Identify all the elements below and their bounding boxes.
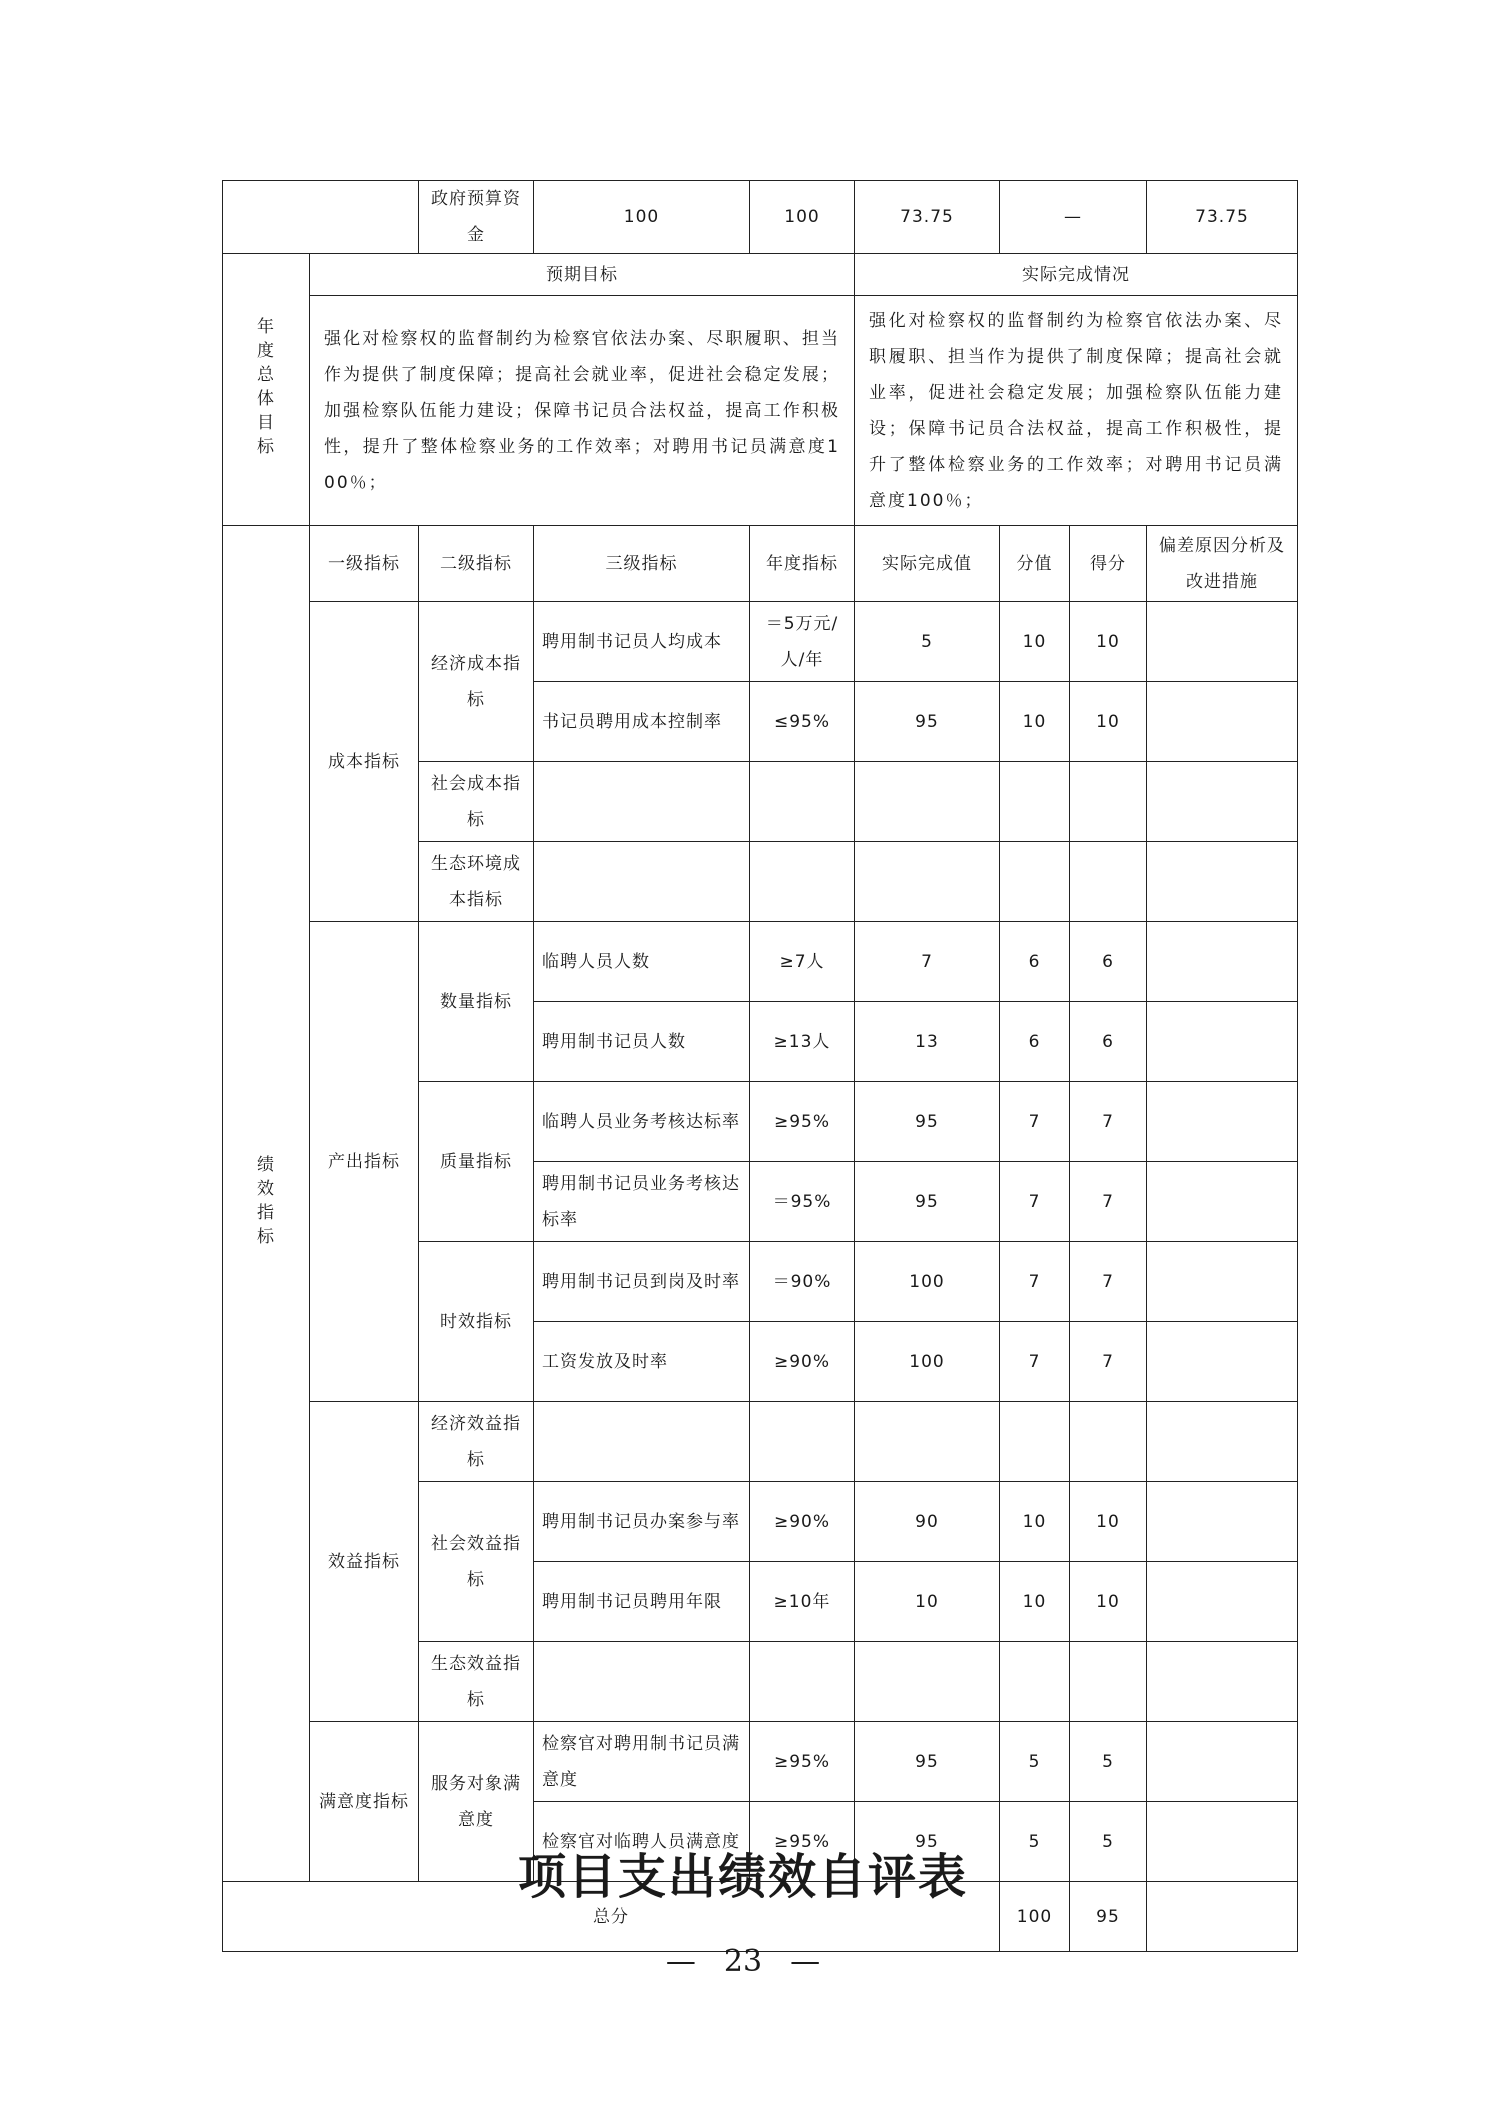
level3-indicator — [534, 1402, 750, 1482]
level3-indicator — [534, 762, 750, 842]
annual-target: ≤95% — [750, 682, 855, 762]
budget-value-2: 100 — [750, 181, 855, 254]
level2-indicator: 服务对象满意度 — [419, 1722, 534, 1882]
deviation-analysis — [1147, 922, 1298, 1002]
weight-value: 7 — [1000, 1082, 1070, 1162]
weight-value — [1000, 762, 1070, 842]
deviation-analysis — [1147, 1642, 1298, 1722]
weight-value: 5 — [1000, 1722, 1070, 1802]
page-title: 项目支出绩效自评表 — [517, 1849, 968, 1905]
weight-value: 5 — [1000, 1802, 1070, 1882]
level3-indicator: 聘用制书记员聘用年限 — [534, 1562, 750, 1642]
score-value: 10 — [1070, 602, 1147, 682]
actual-value: 100 — [855, 1242, 1000, 1322]
indicator-row — [223, 602, 1298, 682]
actual-value — [855, 762, 1000, 842]
deviation-analysis — [1147, 1082, 1298, 1162]
weight-value: 7 — [1000, 1162, 1070, 1242]
actual-value: 95 — [855, 1722, 1000, 1802]
annual-target: ≥95% — [750, 1802, 855, 1882]
score-value — [1070, 1642, 1147, 1722]
deviation-analysis — [1147, 1002, 1298, 1082]
total-weight: 100 — [1000, 1882, 1070, 1952]
performance-indicator-label — [223, 526, 310, 1882]
budget-row — [223, 181, 1298, 254]
weight-value: 7 — [1000, 1322, 1070, 1402]
indicator-row — [223, 1402, 1298, 1482]
level1-indicator: 满意度指标 — [310, 1722, 419, 1882]
score-value: 10 — [1070, 1482, 1147, 1562]
indicator-header-row — [223, 526, 1298, 602]
weight-value — [1000, 1402, 1070, 1482]
actual-value — [855, 842, 1000, 922]
actual-status-text: 强化对检察权的监督制约为检察官依法办案、尽职履职、担当作为提供了制度保障；提高社会就业率，促进社会稳定发展；加强检察队伍能力建设；保障书记员合法权益，提高工作积极性，提升了整体检察业务的工作效率；对聘用书记员满意度100％； — [855, 296, 1298, 526]
level3-indicator: 检察官对临聘人员满意度 — [534, 1802, 750, 1882]
actual-value: 95 — [855, 682, 1000, 762]
actual-value: 95 — [855, 1082, 1000, 1162]
deviation-analysis — [1147, 682, 1298, 762]
level1-indicator: 效益指标 — [310, 1402, 419, 1722]
page-number — [0, 1944, 1486, 1979]
budget-blank-cell — [223, 181, 419, 254]
deviation-analysis — [1147, 762, 1298, 842]
score-value — [1070, 842, 1147, 922]
header-deviation-analysis: 偏差原因分析及改进措施 — [1147, 526, 1298, 602]
budget-value-4: — — [1000, 181, 1147, 254]
level3-indicator: 聘用制书记员业务考核达标率 — [534, 1162, 750, 1242]
annual-target: ≥7人 — [750, 922, 855, 1002]
actual-value — [855, 1642, 1000, 1722]
level3-indicator: 聘用制书记员到岗及时率 — [534, 1242, 750, 1322]
performance-indicator-label-text: 绩效指标 — [256, 1154, 275, 1247]
level2-indicator: 时效指标 — [419, 1242, 534, 1402]
score-value: 6 — [1070, 1002, 1147, 1082]
deviation-analysis — [1147, 1242, 1298, 1322]
actual-value: 90 — [855, 1482, 1000, 1562]
deviation-analysis — [1147, 842, 1298, 922]
deviation-analysis — [1147, 1722, 1298, 1802]
header-weight: 分值 — [1000, 526, 1070, 602]
score-value: 10 — [1070, 1562, 1147, 1642]
weight-value: 10 — [1000, 682, 1070, 762]
level3-indicator: 聘用制书记员办案参与率 — [534, 1482, 750, 1562]
level2-indicator: 社会效益指标 — [419, 1482, 534, 1642]
score-value: 5 — [1070, 1802, 1147, 1882]
score-value: 10 — [1070, 682, 1147, 762]
level3-indicator: 书记员聘用成本控制率 — [534, 682, 750, 762]
deviation-analysis — [1147, 1162, 1298, 1242]
actual-value — [855, 1402, 1000, 1482]
level3-indicator: 临聘人员业务考核达标率 — [534, 1082, 750, 1162]
level3-indicator — [534, 1642, 750, 1722]
annual-target — [750, 1402, 855, 1482]
goal-text-row — [223, 296, 1298, 526]
weight-value — [1000, 1642, 1070, 1722]
page-number-dash-left: — — [665, 1944, 696, 1979]
actual-value: 7 — [855, 922, 1000, 1002]
level2-indicator: 生态效益指标 — [419, 1642, 534, 1722]
weight-value — [1000, 842, 1070, 922]
deviation-analysis — [1147, 602, 1298, 682]
level3-indicator: 聘用制书记员人均成本 — [534, 602, 750, 682]
annual-goal-label-text: 年度总体目标 — [256, 316, 275, 457]
level2-indicator: 质量指标 — [419, 1082, 534, 1242]
annual-target: ≥13人 — [750, 1002, 855, 1082]
score-value — [1070, 1402, 1147, 1482]
annual-target: ≥90% — [750, 1322, 855, 1402]
weight-value: 6 — [1000, 1002, 1070, 1082]
actual-status-header: 实际完成情况 — [855, 254, 1298, 296]
annual-target: ＝95% — [750, 1162, 855, 1242]
annual-goal-label — [223, 254, 310, 526]
header-level2: 二级指标 — [419, 526, 534, 602]
level1-indicator: 产出指标 — [310, 922, 419, 1402]
actual-value: 100 — [855, 1322, 1000, 1402]
total-score: 95 — [1070, 1882, 1147, 1952]
page-number-value: 23 — [723, 1944, 763, 1979]
weight-value: 10 — [1000, 602, 1070, 682]
deviation-analysis — [1147, 1562, 1298, 1642]
header-annual-target: 年度指标 — [750, 526, 855, 602]
indicator-row — [223, 1722, 1298, 1802]
header-level3: 三级指标 — [534, 526, 750, 602]
deviation-analysis — [1147, 1402, 1298, 1482]
level2-indicator: 社会成本指标 — [419, 762, 534, 842]
annual-target: ≥10年 — [750, 1562, 855, 1642]
actual-value: 95 — [855, 1162, 1000, 1242]
actual-value: 13 — [855, 1002, 1000, 1082]
annual-target: ≥95% — [750, 1722, 855, 1802]
deviation-analysis — [1147, 1322, 1298, 1402]
annual-target — [750, 842, 855, 922]
weight-value: 7 — [1000, 1242, 1070, 1322]
level1-indicator: 成本指标 — [310, 602, 419, 922]
level3-indicator — [534, 842, 750, 922]
expected-goal-text: 强化对检察权的监督制约为检察官依法办案、尽职履职、担当作为提供了制度保障；提高社会就业率，促进社会稳定发展；加强检察队伍能力建设；保障书记员合法权益，提高工作积极性，提升了整体检察业务的工作效率；对聘用书记员满意度100％； — [310, 296, 855, 526]
score-value: 5 — [1070, 1722, 1147, 1802]
score-value: 7 — [1070, 1162, 1147, 1242]
level2-indicator: 数量指标 — [419, 922, 534, 1082]
page-number-dash-right: — — [790, 1944, 821, 1979]
score-value — [1070, 762, 1147, 842]
actual-value: 5 — [855, 602, 1000, 682]
level2-indicator: 经济成本指标 — [419, 602, 534, 762]
actual-value: 95 — [855, 1802, 1000, 1882]
score-value: 7 — [1070, 1242, 1147, 1322]
actual-value: 10 — [855, 1562, 1000, 1642]
annual-target: ≥90% — [750, 1482, 855, 1562]
weight-value: 6 — [1000, 922, 1070, 1002]
weight-value: 10 — [1000, 1482, 1070, 1562]
expected-goal-header: 预期目标 — [310, 254, 855, 296]
level2-indicator: 经济效益指标 — [419, 1402, 534, 1482]
deviation-analysis — [1147, 1482, 1298, 1562]
score-value: 6 — [1070, 922, 1147, 1002]
header-actual-value: 实际完成值 — [855, 526, 1000, 602]
level2-indicator: 生态环境成本指标 — [419, 842, 534, 922]
header-level1: 一级指标 — [310, 526, 419, 602]
goal-header-row — [223, 254, 1298, 296]
annual-target — [750, 1642, 855, 1722]
annual-target: ≥95% — [750, 1082, 855, 1162]
level3-indicator: 工资发放及时率 — [534, 1322, 750, 1402]
budget-value-1: 100 — [534, 181, 750, 254]
header-score: 得分 — [1070, 526, 1147, 602]
score-value: 7 — [1070, 1082, 1147, 1162]
budget-label: 政府预算资金 — [419, 181, 534, 254]
annual-target: ＝90% — [750, 1242, 855, 1322]
level3-indicator: 检察官对聘用制书记员满意度 — [534, 1722, 750, 1802]
annual-target: ＝5万元/人/年 — [750, 602, 855, 682]
level3-indicator: 临聘人员人数 — [534, 922, 750, 1002]
budget-value-5: 73.75 — [1147, 181, 1298, 254]
total-label: 总分 — [223, 1882, 1000, 1952]
budget-value-3: 73.75 — [855, 181, 1000, 254]
indicator-row — [223, 922, 1298, 1002]
weight-value: 10 — [1000, 1562, 1070, 1642]
annual-target — [750, 762, 855, 842]
level3-indicator: 聘用制书记员人数 — [534, 1002, 750, 1082]
score-value: 7 — [1070, 1322, 1147, 1402]
performance-table — [222, 180, 1298, 1952]
